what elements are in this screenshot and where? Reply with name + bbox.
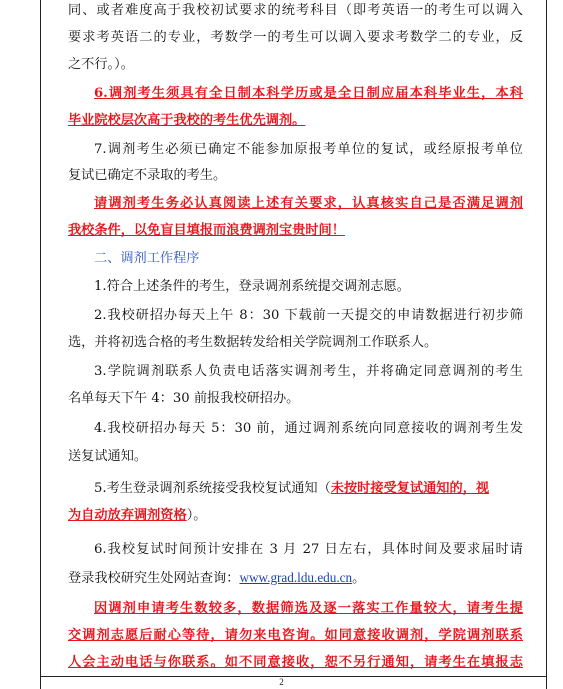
procedure-6-line2 — [68, 567, 523, 589]
warning-line1 — [68, 193, 523, 215]
procedure-text: 5.考生登录调剂系统接受我校复试通知（ — [94, 481, 331, 496]
section-heading: 二、调剂工作程序 — [94, 251, 200, 266]
procedure-1: 1.符合上述条件的考生，登录调剂系统提交调剂志愿。 — [94, 279, 410, 294]
page-border-right — [546, 0, 547, 689]
procedure-text: ）。 — [186, 508, 207, 523]
procedure-4-line1: 4.我校研招办每天 5：30 前，通过调剂系统向同意接收的调剂考生发 — [94, 421, 523, 436]
procedure-6-line1: 6.我校复试时间预计安排在 3 月 27 日左右，具体时间及要求届时请 — [94, 542, 523, 557]
notice-text: 人会主动电话与你联系。如不同意接收，恕不另行通知，请考生在填报志 — [68, 655, 523, 670]
procedure-text: 登录我校研究生处网站查询： — [68, 571, 240, 586]
procedure-3-line1: 3.学院调剂联系人负责电话落实调剂考生，并将确定同意调剂的考生 — [94, 364, 523, 379]
warning-text: 请调剂考生务必认真阅读上述有关要求，认真核实自己是否满足调剂 — [94, 196, 523, 211]
paragraph-line: 要求考英语二的专业，考数学一的考生可以调入要求考数学二的专业，反 — [68, 30, 523, 45]
emphasis-text: 未按时接受复试通知的，视 — [330, 481, 490, 496]
warning-text: 我校条件，以免盲目填报而浪费调剂宝贵时间！ — [68, 223, 345, 238]
procedure-2-line2: 选，并将初选合格的考生数据转发给相关学院调剂工作联系人。 — [68, 335, 438, 350]
warning-line2 — [68, 220, 523, 242]
requirement-6-line2 — [68, 110, 523, 132]
requirement-7-line2: 复试已确定不录取的考生。 — [68, 168, 227, 183]
requirement-7-line1: 7.调剂考生必须已确定不能参加原报考单位的复试，或经原报考单位 — [94, 142, 523, 157]
page-number: 2 — [279, 677, 284, 687]
procedure-5-line2 — [68, 505, 523, 527]
emphasis-text: 毕业院校层次高于我校的考生优先调剂。 — [68, 113, 306, 128]
procedure-4-line2: 送复试通知。 — [68, 449, 148, 464]
procedure-5-line1 — [68, 478, 523, 500]
paragraph-line: 之不行。）。 — [68, 57, 134, 72]
graduate-website-link[interactable]: www.grad.ldu.edu.cn — [239, 570, 353, 585]
notice-line1 — [68, 598, 523, 620]
notice-line3 — [68, 652, 523, 674]
procedure-text: 。 — [352, 571, 366, 586]
emphasis-text: 为自动放弃调剂资格 — [68, 508, 187, 523]
notice-text: 交调剂志愿后耐心等待，请勿来电咨询。如同意接收调剂，学院调剂联系 — [68, 628, 523, 643]
procedure-3-line2: 名单每天下午 4：30 前报我校研招办。 — [68, 391, 300, 406]
notice-text: 因调剂申请考生数较多，数据筛选及逐一落实工作量较大，请考生提 — [94, 601, 523, 616]
paragraph-line: 同、或者难度高于我校初试要求的统考科目（即考英语一的考生可以调入 — [68, 3, 523, 18]
procedure-2-line1: 2.我校研招办每天上午 8：30 下载前一天提交的申请数据进行初步筛 — [94, 308, 523, 323]
page-border-left — [40, 0, 41, 689]
requirement-6-line1 — [68, 83, 523, 105]
emphasis-text: 6.调剂考生须具有全日制本科学历或是全日制应届本科毕业生，本科 — [94, 86, 523, 101]
notice-line2 — [68, 625, 523, 647]
